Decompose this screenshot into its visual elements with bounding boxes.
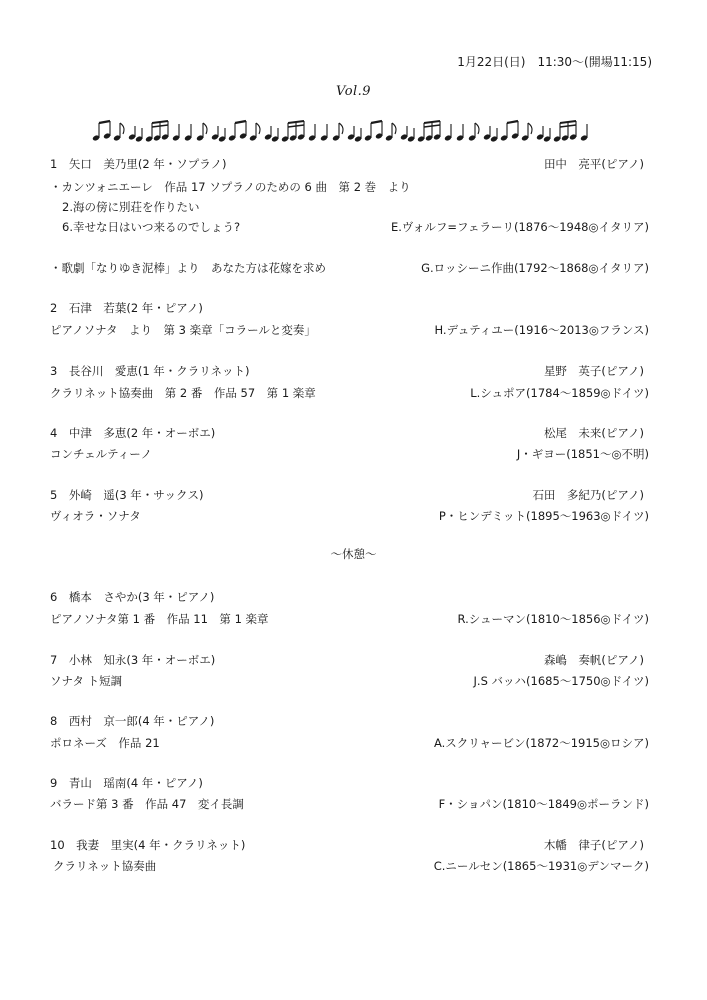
entry-7-piece: ソナタ ト短調	[50, 674, 123, 688]
entry-4-performer: 4 中津 多恵(2 年・オーボエ)	[50, 426, 216, 440]
entry-1-performer: 1 矢口 美乃里(2 年・ソプラノ)	[50, 157, 227, 171]
entry-1-piece-3: 6.幸せな日はいつ来るのでしょう?	[62, 220, 241, 234]
entry-8-piece: ポロネーズ 作品 21	[50, 736, 160, 750]
entry-4-composer: J・ギヨー(1851～◎不明)	[516, 447, 649, 461]
music-notes-decoration-icon	[92, 118, 614, 144]
entry-6-composer: R.シューマン(1810～1856◎ドイツ)	[457, 612, 649, 626]
entry-1-accompanist: 田中 亮平(ピアノ)	[543, 157, 644, 171]
volume-label: Vol.9	[336, 84, 372, 99]
entry-9-performer: 9 青山 瑶南(4 年・ピアノ)	[50, 776, 203, 790]
entry-3-piece: クラリネット協奏曲 第 2 番 作品 57 第 1 楽章	[50, 386, 316, 400]
entry-1-piece-1: ・カンツォニエーレ 作品 17 ソプラノのための 6 曲 第 2 巻 より	[50, 180, 411, 194]
entry-6-performer: 6 橋本 さやか(3 年・ピアノ)	[50, 590, 215, 604]
entry-6-piece: ピアノソナタ第 1 番 作品 11 第 1 楽章	[50, 612, 269, 626]
entry-3-composer: L.シュポア(1784～1859◎ドイツ)	[470, 386, 649, 400]
entry-10-composer: C.ニールセン(1865～1931◎デンマーク)	[433, 859, 649, 873]
entry-5-performer: 5 外崎 遥(3 年・サックス)	[50, 488, 204, 502]
entry-4-accompanist: 松尾 未来(ピアノ)	[543, 426, 644, 440]
entry-10-accompanist: 木幡 律子(ピアノ)	[543, 838, 644, 852]
entry-8-composer: A.スクリャービン(1872～1915◎ロシア)	[433, 736, 649, 750]
entry-2-composer: H.デュティユー(1916～2013◎フランス)	[434, 323, 649, 337]
entry-7-accompanist: 森嶋 奏帆(ピアノ)	[543, 653, 644, 667]
intermission: ～休憩～	[330, 547, 377, 561]
entry-5-composer: P・ヒンデミット(1895～1963◎ドイツ)	[438, 509, 649, 523]
entry-4-piece: コンチェルティーノ	[50, 447, 153, 461]
entry-2-performer: 2 石津 若葉(2 年・ピアノ)	[50, 301, 203, 315]
entry-7-composer: J.S バッハ(1685～1750◎ドイツ)	[473, 674, 649, 688]
entry-8-performer: 8 西村 京一郎(4 年・ピアノ)	[50, 714, 215, 728]
entry-10-piece: クラリネット協奏曲	[53, 859, 157, 873]
entry-1-piece-4-composer: G.ロッシーニ作曲(1792～1868◎イタリア)	[421, 261, 649, 275]
concert-date-time: 1月22日(日) 11:30～(開場11:15)	[457, 55, 652, 69]
entry-9-composer: F・ショパン(1810～1849◎ポーランド)	[438, 797, 649, 811]
entry-5-piece: ヴィオラ・ソナタ	[50, 509, 141, 523]
entry-1-piece-3-composer: E.ヴォルフ=フェラーリ(1876～1948◎イタリア)	[390, 220, 649, 234]
entry-5-accompanist: 石田 多紀乃(ピアノ)	[532, 488, 644, 502]
entry-2-piece: ピアノソナタ より 第 3 楽章「コラールと変奏」	[50, 323, 316, 337]
entry-3-performer: 3 長谷川 愛恵(1 年・クラリネット)	[50, 364, 250, 378]
entry-7-performer: 7 小林 知永(3 年・オーボエ)	[50, 653, 216, 667]
entry-1-piece-4: ・歌劇「なりゆき泥棒」より あなた方は花嫁を求め	[50, 261, 326, 275]
entry-3-accompanist: 星野 英子(ピアノ)	[543, 364, 644, 378]
entry-10-performer: 10 我妻 里実(4 年・クラリネット)	[50, 838, 246, 852]
entry-9-piece: バラード第 3 番 作品 47 変イ長調	[50, 797, 244, 811]
entry-1-piece-2: 2.海の傍に別荘を作りたい	[62, 200, 200, 214]
